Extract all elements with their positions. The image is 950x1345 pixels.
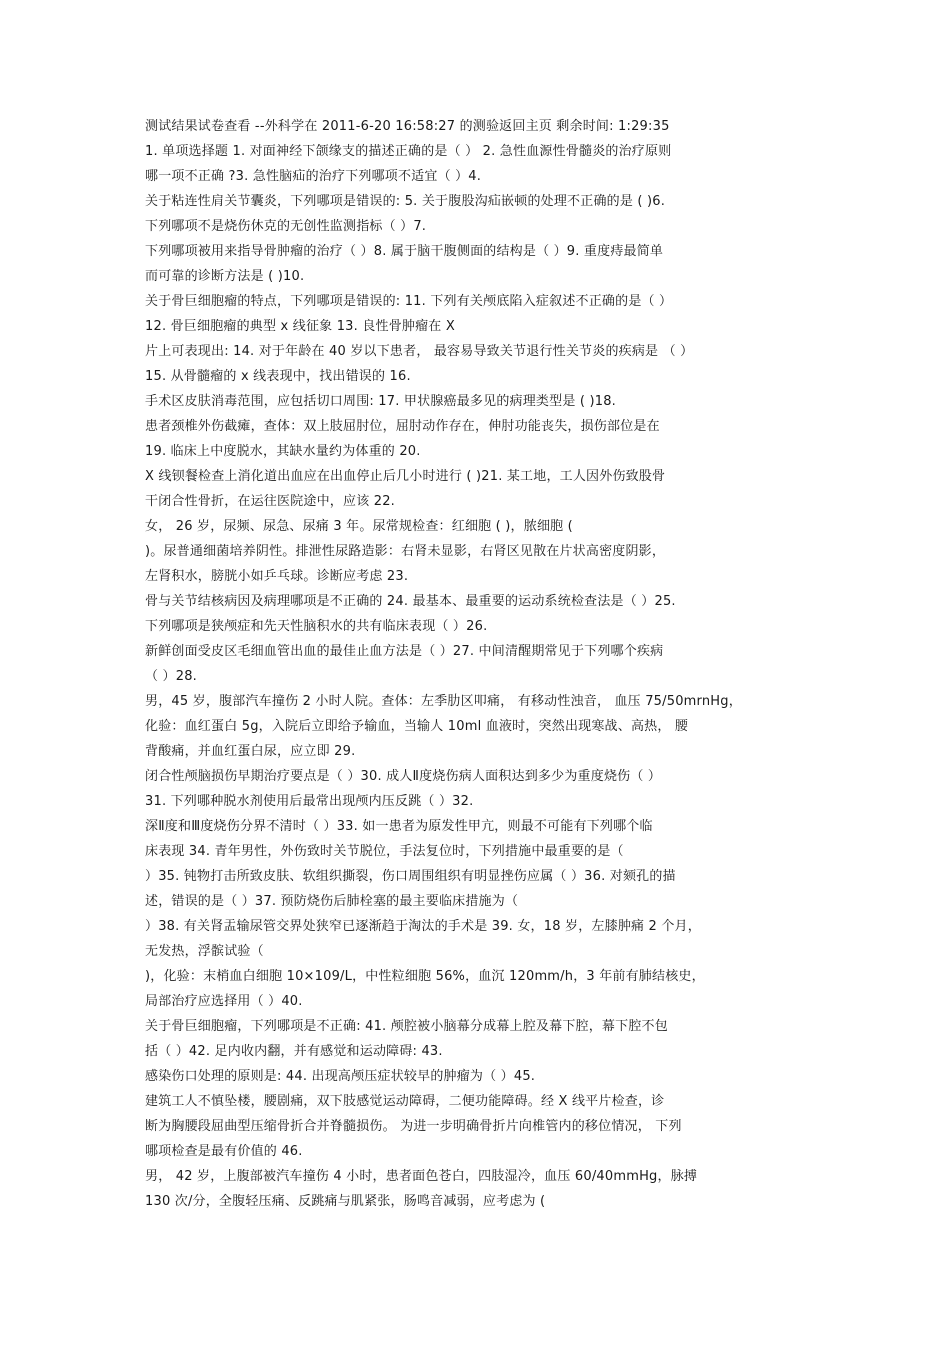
text-line: 女， 26 岁，尿频、尿急、尿痛 3 年。尿常规检查：红细胞 ( )，脓细胞 ( bbox=[145, 519, 573, 534]
text-line: 新鲜创面受皮区毛细血管出血的最佳止血方法是（ ）27. 中间清醒期常见于下列哪个疾病 bbox=[145, 644, 664, 659]
text-line: 男， 42 岁，上腹部被汽车撞伤 4 小时，患者面色苍白，四肢湿冷，血压 60/40mmHg，脉搏 bbox=[145, 1169, 698, 1184]
text-line: 闭合性颅脑损伤早期治疗要点是（ ）30. 成人Ⅱ度烧伤病人面积达到多少为重度烧伤（ ） bbox=[145, 769, 662, 784]
text-line: 15. 从骨髓瘤的 x 线表现中，找出错误的 16. bbox=[145, 369, 411, 384]
text-line-header: 测试结果试卷查看 --外科学在 2011-6-20 16:58:27 的测验返回主页 剩余时间: 1:29:35 bbox=[145, 119, 670, 134]
text-line: )。尿普通细菌培养阴性。排泄性尿路造影：右肾未显影，右肾区见散在片状高密度阴影， bbox=[145, 544, 666, 559]
text-line: 手术区皮肤消毒范围，应包括切口周围: 17. 甲状腺癌最多见的病理类型是 ( )18. bbox=[145, 394, 617, 409]
text-line: 1. 单项选择题 1. 对面神经下颌缘支的描述正确的是（ ） 2. 急性血源性骨髓炎的治疗原则 bbox=[145, 144, 672, 159]
text-line: 背酸痛，并血红蛋白尿，应立即 29. bbox=[145, 744, 356, 759]
text-line: 左肾积水，膀胱小如乒乓球。诊断应考虑 23. bbox=[145, 569, 409, 584]
text-line: 下列哪项不是烧伤休克的无创性监测指标（ ）7. bbox=[145, 219, 427, 234]
text-line: 男，45 岁，腹部汽车撞伤 2 小时人院。查体：左季肋区叩痛， 有移动性浊音， 血压 75/50mrnHg， bbox=[145, 694, 742, 709]
text-line: 12. 骨巨细胞瘤的典型 x 线征象 13. 良性骨肿瘤在 X bbox=[145, 319, 455, 334]
text-line: 下列哪项是狭颅症和先天性脑积水的共有临床表现（ ）26. bbox=[145, 619, 488, 634]
text-line: 述，错误的是（ ）37. 预防烧伤后肺栓塞的最主要临床措施为（ bbox=[145, 894, 519, 909]
text-line: 干闭合性骨折，在运往医院途中，应该 22. bbox=[145, 494, 396, 509]
text-line: 而可靠的诊断方法是 ( )10. bbox=[145, 269, 305, 284]
text-line: 局部治疗应选择用（ ）40. bbox=[145, 994, 303, 1009]
text-line: 关于骨巨细胞瘤的特点，下列哪项是错误的: 11. 下列有关颅底陷入症叙述不正确的是（ ） bbox=[145, 294, 673, 309]
text-line: 断为胸腰段屈曲型压缩骨折合并脊髓损伤。 为进一步明确骨折片向椎管内的移位情况， 下列 bbox=[145, 1119, 682, 1134]
text-line: 31. 下列哪种脱水剂使用后最常出现颅内压反跳（ ）32. bbox=[145, 794, 474, 809]
text-line: 130 次/分，全腹轻压痛、反跳痛与肌紧张，肠鸣音减弱，应考虑为 ( bbox=[145, 1194, 546, 1209]
text-line: )，化验：末梢血白细胞 10×109/L，中性粒细胞 56%，血沉 120mm/h，3 年前有肺结核史， bbox=[145, 969, 705, 984]
text-line: 19. 临床上中度脱水，其缺水量约为体重的 20. bbox=[145, 444, 421, 459]
text-line: ）35. 钝物打击所致皮肤、软组织撕裂，伤口周围组织有明显挫伤应属（ ）36. 对颏孔的描 bbox=[145, 869, 676, 884]
text-line: （ ）28. bbox=[145, 669, 198, 684]
text-line: 深Ⅱ度和Ⅲ度烧伤分界不清时（ ）33. 如一患者为原发性甲亢，则最不可能有下列哪个临 bbox=[145, 819, 653, 834]
text-line: 片上可表现出: 14. 对于年龄在 40 岁以下患者， 最容易导致关节退行性关节炎的疾病是 （ ） bbox=[145, 344, 694, 359]
text-line: 患者颈椎外伤截瘫，查体：双上肢屈肘位，屈肘动作存在，伸肘功能丧失，损伤部位是在 bbox=[145, 419, 660, 434]
exam-text bbox=[145, 114, 815, 1214]
text-line: 感染伤口处理的原则是: 44. 出现高颅压症状较早的肿瘤为（ ）45. bbox=[145, 1069, 536, 1084]
text-line: 哪一项不正确 ?3. 急性脑疝的治疗下列哪项不适宜（ ）4. bbox=[145, 169, 482, 184]
text-line: 无发热，浮髌试验（ bbox=[145, 944, 264, 959]
text-line: 骨与关节结核病因及病理哪项是不正确的 24. 最基本、最重要的运动系统检查法是（ ）25. bbox=[145, 594, 676, 609]
text-line: ）38. 有关肾盂输尿管交界处狭窄已逐渐趋于淘汰的手术是 39. 女，18 岁，左膝肿痛 2 个月， bbox=[145, 919, 701, 934]
text-line: 关于骨巨细胞瘤，下列哪项是不正确: 41. 颅腔被小脑幕分成幕上腔及幕下腔，幕下腔不包 bbox=[145, 1019, 668, 1034]
text-line: 哪项检查是最有价值的 46. bbox=[145, 1144, 303, 1159]
text-line: 建筑工人不慎坠楼，腰剧痛，双下肢感觉运动障碍，二便功能障碍。经 X 线平片检查，诊 bbox=[145, 1094, 665, 1109]
text-line: 下列哪项被用来指导骨肿瘤的治疗（ ）8. 属于脑干腹侧面的结构是（ ）9. 重度痔最简单 bbox=[145, 244, 664, 259]
text-line: 关于粘连性肩关节囊炎，下列哪项是错误的: 5. 关于腹股沟疝嵌顿的处理不正确的是 ( )6. bbox=[145, 194, 666, 209]
text-line: 化验：血红蛋白 5g，入院后立即给予输血，当输人 10ml 血液时，突然出现寒战、高热， 腰 bbox=[145, 719, 689, 734]
text-line: X 线钡餐检查上消化道出血应在出血停止后几小时进行 ( )21. 某工地，工人因外伤致股骨 bbox=[145, 469, 666, 484]
text-line: 括（ ）42. 足内收内翻，并有感觉和运动障碍: 43. bbox=[145, 1044, 443, 1059]
text-line: 床表现 34. 青年男性，外伤致时关节脱位，手法复位时，下列措施中最重要的是（ bbox=[145, 844, 624, 859]
